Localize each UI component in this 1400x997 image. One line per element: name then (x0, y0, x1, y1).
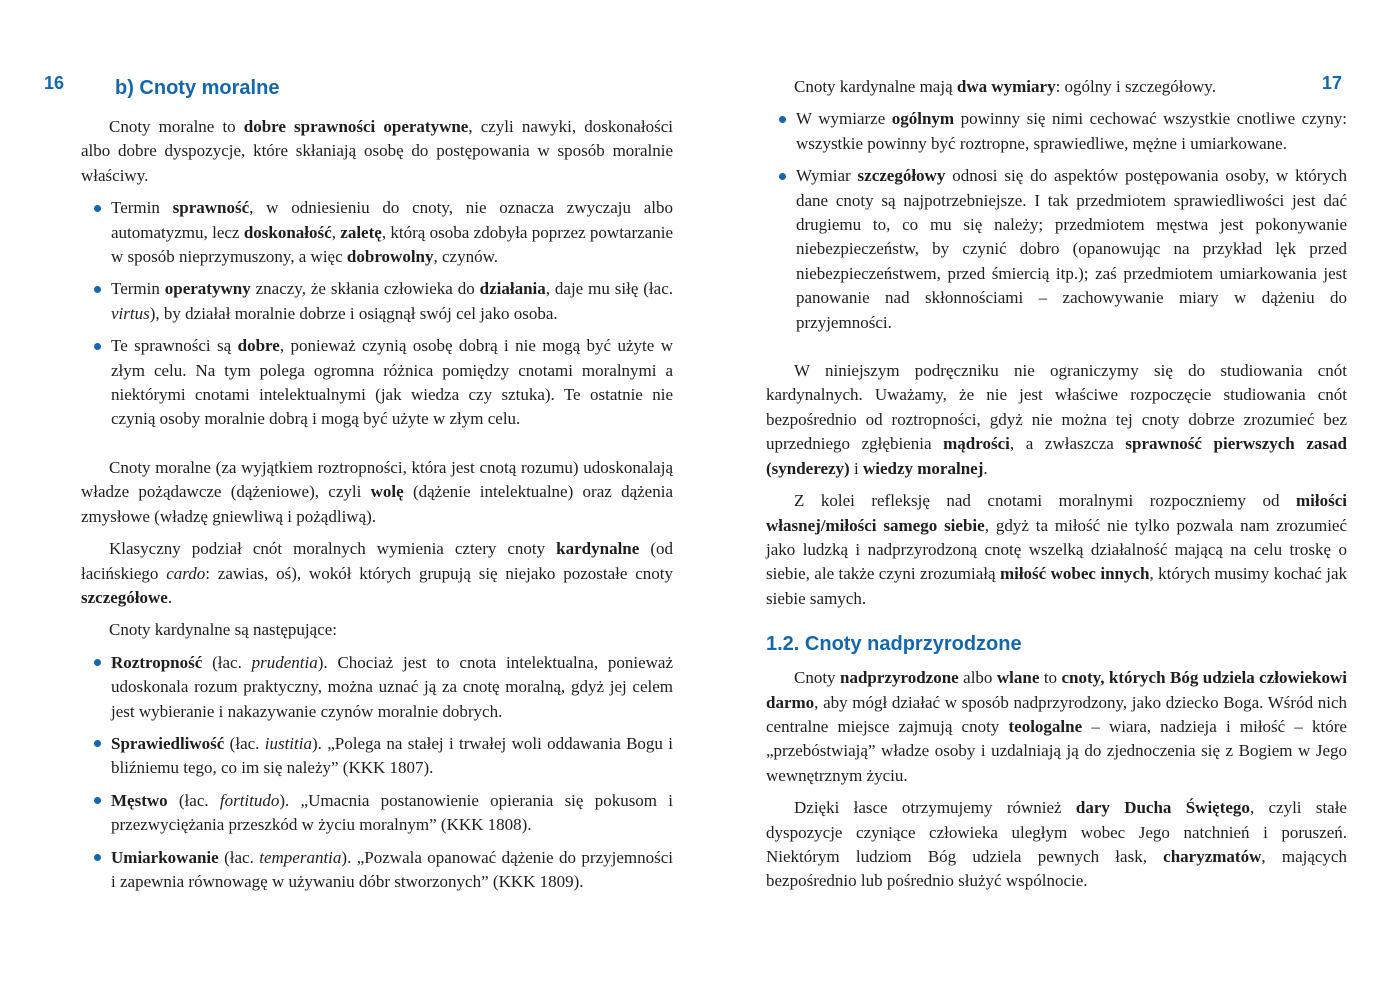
text-run: , czynów. (433, 247, 499, 267)
text-run: (dążenie intelektualne) oraz dążenia zmysłowe (władzę gniewliwą i pożądliwą). (81, 482, 673, 526)
text-run: ). „Pozwala opanować dążenie do przyjemności i zapewnia równowagę w używaniu dóbr stworzonych” (KKK 1809). (111, 847, 673, 891)
paragraph (81, 456, 673, 529)
bold-text: dary Ducha Świętego (1075, 798, 1250, 818)
text-run: ). „Umacnia postanowienie opierania się pokusom i przezwyciężania przeszkód w życiu moralnym” (KKK 1808). (111, 790, 673, 835)
text-run: Z kolei refleksję nad cnotami moralnymi rozpoczniemy od (794, 491, 1296, 511)
text-run: odnosi się do aspektów postępowania osoby, w których dane cnoty są najpotrzebniejsze. I tak przedmiotem sprawiedliwości jest dać drugiemu to, co mu się należy; przedmiotem męstwa jest pokonywanie niebezpieczeństw, by czynić dobro (opanowując na przykład lęk przed niebezpieczeństwem, przed śmiercią itp.); zaś przedmiotem umiarkowania jest panowanie nad skłonnościami – zachowywanie miary w dążeniu do przyjemności. (796, 166, 1347, 332)
bold-text: operatywny (164, 279, 251, 299)
text-run: : ogólny i szczegółowy. (1055, 77, 1216, 96)
bullet-text (111, 791, 673, 834)
bold-text: miłość wobec innych (999, 564, 1150, 584)
bullet-icon (94, 286, 101, 293)
bold-text: mądrości (943, 434, 1010, 454)
bullet-item (81, 196, 673, 269)
bullet-item (81, 846, 673, 895)
text-run: (łac. (224, 733, 265, 753)
bold-text: dobre sprawności operatywne (243, 117, 469, 136)
text-run: . (167, 587, 173, 607)
text-run: (od łacińskiego (81, 539, 673, 583)
text-run: Wymiar (796, 166, 858, 186)
text-run: , gdyż ta miłość nie tylko pozwala nam zrozumieć jako ludzką i nadprzyrodzoną cnotę wszelką działalność mającą na celu troskę o siebie, ale także czyni zrozumiałą (766, 515, 1348, 584)
bullet-icon (94, 797, 101, 804)
bold-text: cnoty, których Bóg udziela człowiekowi darmo (766, 668, 1347, 712)
text-run: znaczy, że skłania człowieka do (250, 279, 480, 299)
bold-text: wlane (996, 668, 1040, 688)
text-run: Cnoty kardynalne mają (794, 77, 957, 96)
bold-text: sprawność pierwszych zasad (synderezy) (766, 434, 1347, 478)
text-run: , mających bezpośrednio lub pośrednio służyć wspólnocie. (766, 846, 1347, 891)
bold-text: miłości własnej/miłości samego siebie (766, 491, 1347, 535)
bullet-item (766, 107, 1347, 156)
section-heading: 1.2. Cnoty nadprzyrodzone (766, 633, 1022, 656)
bullet-text (796, 166, 1347, 331)
bold-text: doskonałość (243, 222, 332, 242)
bullet-text (111, 279, 673, 322)
paragraph (766, 796, 1347, 894)
bullet-icon (94, 205, 101, 212)
bold-text: sprawność (172, 198, 250, 218)
bullet-text (111, 198, 673, 266)
text-run: , czyli stałe dyspozycje czyniące człowieka uległym wobec Jego natchnień i poruszeń. Niektórym ludziom Bóg udziela pewnych łask, (766, 798, 1347, 866)
bullet-icon (94, 740, 101, 747)
bullet-text (796, 109, 1347, 152)
paragraph (766, 489, 1347, 611)
italic-text: prudentia (251, 652, 318, 672)
bold-text: kardynalne (556, 539, 640, 559)
page-right-content (766, 75, 1347, 902)
text-run: Cnoty kardynalne są następujące: (109, 620, 338, 640)
paragraph (81, 115, 673, 188)
bold-text: dwa wymiary (956, 77, 1056, 96)
text-run: , (331, 222, 341, 242)
bold-text: ogólnym (891, 109, 955, 129)
section-heading: b) Cnoty moralne (115, 77, 280, 99)
text-run: Klasyczny podział cnót moralnych wymienia cztery cnoty (109, 539, 557, 559)
text-run: Cnoty moralne to (109, 117, 244, 136)
text-run: (łac. (218, 847, 260, 867)
bold-text: charyzmatów (1163, 846, 1262, 866)
bold-text: wolę (370, 482, 404, 502)
text-run: , którą osoba zdobyła poprzez powtarzanie w sposób nieprzymuszony, a więc (111, 222, 674, 267)
text-run: : zawias, oś), wokół których grupują się niejako pozostałe cnoty (205, 563, 674, 583)
bullet-item (81, 651, 673, 724)
text-run: Te sprawności są (111, 336, 238, 356)
bold-text: nadprzyrodzone (840, 668, 959, 688)
paragraph (766, 359, 1347, 481)
text-run: , a zwłaszcza (1009, 434, 1126, 454)
italic-text: virtus (111, 303, 150, 323)
text-run: W niniejszym podręczniku nie ograniczymy się do studiowania cnót kardynalnych. Uważamy, że nie jest właściwe rozpoczęcie studiowania cnót bezpośrednio od roztropności, gdyż nie można tej cnoty dobrze zrozumieć bez uprzedniego zgłębienia (766, 361, 1347, 454)
text-run: , czyli nawyki, doskonałości albo dobre dyspozycje, które skłaniają osobę do postępowania w sposób moralnie właściwy. (81, 117, 673, 185)
bold-text: zaletę (340, 222, 382, 242)
bold-text: Sprawiedliwość (111, 733, 225, 753)
text-run: ). „Polega na stałej i trwałej woli oddawania Bogu i bliźniemu tego, co im się należy” (KKK 1807). (111, 733, 673, 778)
text-run: , daje mu siłę (łac. (545, 279, 673, 299)
text-run: ), by działał moralnie dobrze i osiągnął swój cel jako osoba. (149, 303, 558, 323)
bullet-icon (94, 343, 101, 350)
italic-text: temperantia (259, 847, 342, 867)
text-run: powinny się nimi cechować wszystkie cnotliwe czyny: wszystkie powinny być roztropne, sprawiedliwe, mężne i umiarkowane. (796, 109, 1347, 153)
bullet-text (111, 848, 673, 891)
text-run: Cnoty (794, 668, 841, 688)
page-number-right: 17 (1322, 73, 1343, 93)
italic-text: fortitudo (219, 790, 280, 810)
italic-text: iustitia (264, 733, 312, 753)
text-run: Dzięki łasce otrzymujemy również (794, 798, 1076, 818)
bullet-item (81, 334, 673, 432)
text-run: – wiara, nadzieja i miłość – które „przebóstwiają” władze osoby i uzdalniają ją do zjednoczenia się z Bogiem w Jego wewnętrznym życiu. (766, 716, 1347, 785)
text-run: to (1039, 668, 1062, 688)
bullet-icon (94, 659, 101, 666)
bold-text: dobrowolny (346, 247, 434, 267)
text-run: , w odniesieniu do cnoty, nie oznacza zwyczaju albo automatyzmu, lecz (111, 198, 674, 242)
bullet-icon (779, 173, 786, 180)
text-run: (łac. (202, 652, 252, 672)
text-run: ). Chociaż jest to cnota intelektualna, ponieważ udoskonala rozum praktyczny, można uznać ją za cnotę moralną, gdyż jej celem jest wybieranie i nakazywanie czynów moralnie dobrych. (111, 652, 674, 721)
bold-text: wiedzy moralnej (862, 458, 984, 478)
bullet-item (766, 164, 1347, 335)
text-run: W wymiarze (796, 109, 892, 129)
bullet-text (111, 653, 673, 721)
bullet-item (81, 277, 673, 326)
paragraph (766, 75, 1347, 99)
bullet-item (81, 789, 673, 838)
text-run: Cnoty moralne (za wyjątkiem roztropności, która jest cnotą rozumu) udoskonalają władze pożądawcze (dążeniowe), czyli (81, 457, 673, 502)
bold-text: dobre (237, 336, 280, 356)
page-number-left: 16 (44, 73, 65, 93)
bold-text: Męstwo (111, 790, 168, 810)
bold-text: działania (479, 279, 546, 299)
bold-text: szczegółowe (81, 587, 168, 607)
bold-text: Roztropność (111, 652, 203, 672)
bullet-item (81, 732, 673, 781)
text-run: i (849, 458, 863, 478)
page-left-content (81, 75, 673, 902)
bullet-icon (94, 854, 101, 861)
bold-text: teologalne (1008, 716, 1083, 736)
text-run: albo (958, 668, 997, 688)
text-run: Termin (111, 279, 165, 299)
text-run: . (983, 458, 988, 478)
text-run: , aby mógł działać w sposób nadprzyrodzony, jako dziecko Boga. Wśród nich centralne miejsce zajmują cnoty (766, 692, 1347, 736)
paragraph (766, 666, 1347, 788)
bullet-text (111, 336, 673, 428)
paragraph (81, 537, 673, 610)
text-run: (łac. (167, 790, 220, 810)
bullet-text (111, 734, 673, 777)
bold-text: Umiarkowanie (111, 847, 219, 867)
text-run: , których musimy kochać jak siebie samych. (766, 564, 1348, 608)
bold-text: szczegółowy (857, 166, 946, 186)
text-run: , ponieważ czynią osobę dobrą i nie mogą być użyte w złym celu. Na tym polega ogromna różnica pomiędzy cnotami moralnymi a niektórymi cnotami intelektualnymi (jak wiedza czy sztuka). Te ostatnie nie czynią osoby moralnie dobrą i mogą być użyte w złym celu. (111, 336, 674, 429)
bullet-icon (779, 116, 786, 123)
paragraph (81, 618, 673, 642)
italic-text: cardo (166, 563, 206, 583)
text-run: Termin (111, 198, 173, 218)
